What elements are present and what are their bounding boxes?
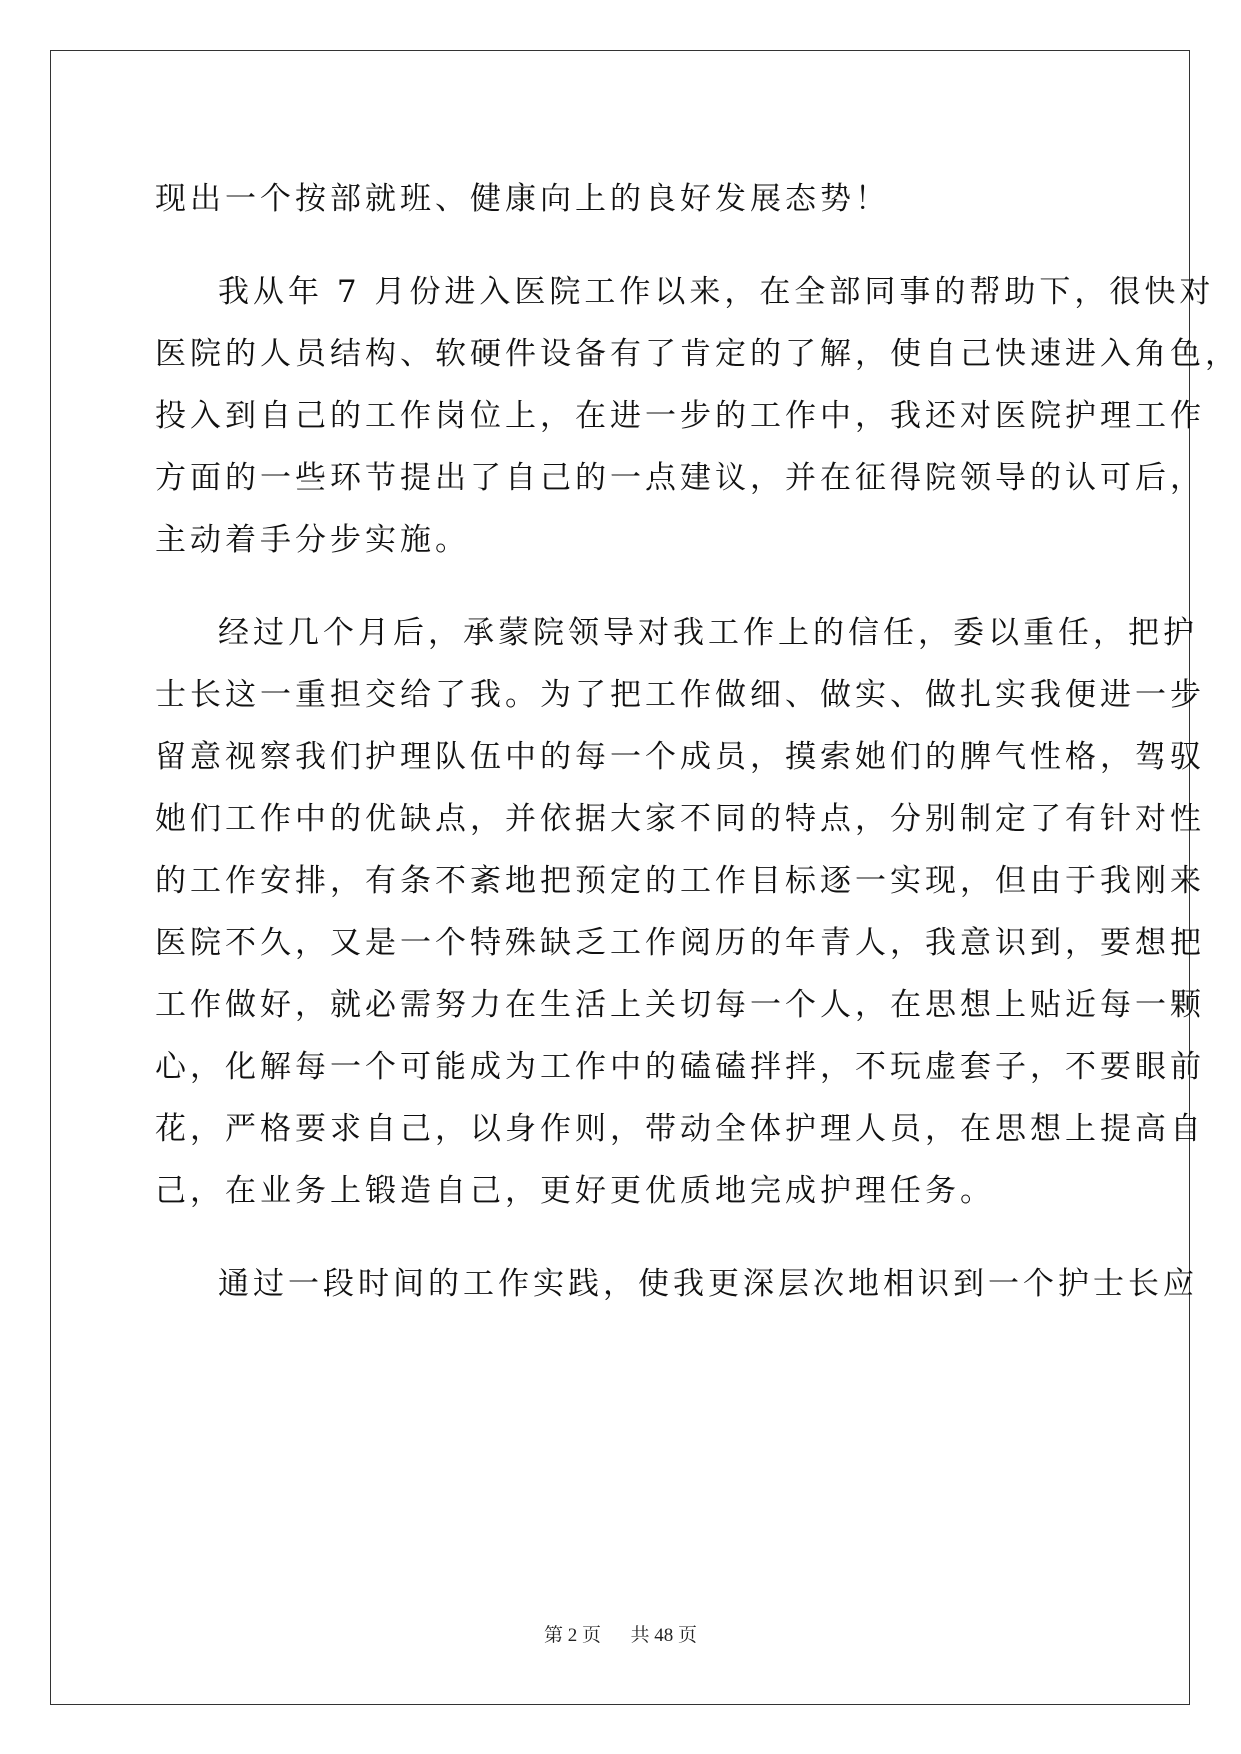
page-footer	[0, 1620, 1241, 1647]
text-line: 己，在业务上锻造自己，更好更优质地完成护理任务。	[155, 1173, 995, 1209]
text-line: 方面的一些环节提出了自己的一点建议，并在征得院领导的认可后，	[155, 460, 1205, 496]
text-line: 花，严格要求自己，以身作则，带动全体护理人员，在思想上提高自	[155, 1111, 1205, 1147]
text-line: 医院不久，又是一个特殊缺乏工作阅历的年青人，我意识到，要想把	[155, 925, 1205, 961]
document-body	[155, 168, 1240, 1315]
page-total: 共 48 页	[630, 1625, 698, 1646]
text-line: 士长这一重担交给了我。为了把工作做细、做实、做扎实我便进一步	[155, 677, 1205, 713]
text-line: 投入到自己的工作岗位上，在进一步的工作中，我还对医院护理工作	[155, 398, 1205, 434]
text-line: 医院的人员结构、软硬件设备有了肯定的了解，使自己快速进入角色，	[155, 336, 1240, 372]
page-number: 第 2 页	[543, 1625, 601, 1646]
text-line: 心，化解每一个可能成为工作中的磕磕拌拌，不玩虚套子，不要眼前	[155, 1049, 1205, 1085]
text-line: 主动着手分步实施。	[155, 522, 470, 558]
text-line: 的工作安排，有条不紊地把预定的工作目标逐一实现，但由于我刚来	[155, 863, 1205, 899]
text-line: 工作做好，就必需努力在生活上关切每一个人，在思想上贴近每一颗	[155, 987, 1205, 1023]
text-line: 我从年 7 月份进入医院工作以来，在全部同事的帮助下，很快对	[218, 274, 1215, 310]
text-line: 留意视察我们护理队伍中的每一个成员，摸索她们的脾气性格，驾驭	[155, 739, 1205, 775]
text-line: 她们工作中的优缺点，并依据大家不同的特点，分别制定了有针对性	[155, 801, 1205, 837]
text-line: 现出一个按部就班、健康向上的良好发展态势！	[155, 181, 890, 217]
text-line: 经过几个月后，承蒙院领导对我工作上的信任，委以重任，把护	[218, 615, 1198, 651]
text-line: 通过一段时间的工作实践，使我更深层次地相识到一个护士长应	[218, 1266, 1198, 1302]
